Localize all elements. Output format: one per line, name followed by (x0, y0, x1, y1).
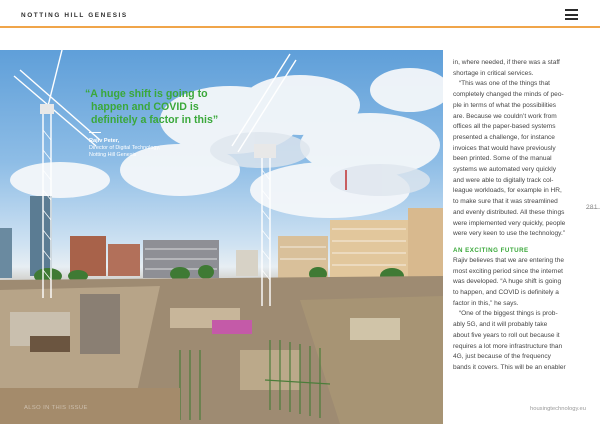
body-line: ably 5G, and it will probably take (453, 321, 548, 329)
attribution-role (89, 145, 199, 159)
body-line: league workloads, for example in HR, (453, 187, 562, 195)
body-line: systems we automated very quickly (453, 166, 556, 174)
body-paragraph (453, 256, 579, 310)
photo-footer-text: ALSO IN THIS ISSUE (24, 405, 88, 411)
site-url[interactable]: housingtechnology.eu (530, 406, 586, 412)
body-line: was developed. “A huge shift is going (453, 278, 562, 286)
body-line: to happen, and COVID is definitely a (453, 289, 559, 297)
article-body (453, 58, 579, 374)
body-line: been printed. Some of the manual (453, 155, 552, 163)
attribution-role-line: Director of Digital Technology, (89, 145, 161, 151)
body-line: shortage in critical services. (453, 69, 534, 77)
body-line: most exciting period since the internet (453, 267, 563, 275)
brand-logo-text[interactable]: NOTTING HILL GENESIS (21, 12, 128, 19)
pull-quote-line: happen and COVID is (91, 101, 199, 114)
body-line: and evenly distributed. All these things (453, 208, 565, 216)
body-line: were very keen to use the technology.” (453, 230, 565, 238)
body-paragraph (453, 79, 579, 240)
body-paragraph (453, 309, 579, 373)
body-line: “One of the biggest things is prob- (459, 310, 558, 318)
body-line: are. Because we couldn’t work from (453, 112, 557, 120)
body-line: and were able to digitally track col- (453, 176, 554, 184)
body-line: requires a lot more infrastructure than (453, 342, 563, 350)
hamburger-menu-icon[interactable] (565, 9, 578, 20)
construction-site-photo (0, 50, 443, 424)
body-line: bands it covers. This will be an enabler (453, 363, 566, 371)
body-line: were implemented very quickly, people (453, 219, 566, 227)
body-line: 4G, just because of the frequency (453, 353, 551, 361)
body-line: offices all the paper-based systems (453, 123, 556, 131)
body-line: factor in this,” he says. (453, 299, 519, 307)
body-line: ple in terms of what the possibilities (453, 101, 556, 109)
body-line: invoices that would have previously (453, 144, 556, 152)
body-line: to make sure that it was streamlined (453, 198, 558, 206)
page-number-right: 281 (586, 204, 598, 211)
body-line: completely changed the minds of peo- (453, 91, 564, 99)
body-line: about five years to roll out because it (453, 331, 560, 339)
body-line: presented a challenge, for instance (453, 133, 555, 141)
body-paragraph (453, 58, 579, 79)
attribution-name: Rajiv Peter, (89, 138, 120, 144)
attribution-divider (89, 132, 101, 133)
pull-quote-line: definitely a factor in this” (91, 114, 219, 127)
pull-quote (85, 88, 295, 128)
section-heading: AN EXCITING FUTURE (453, 246, 529, 254)
attribution-role-line: Notting Hill Genesis (89, 152, 137, 159)
body-line: “This was one of the things that (459, 80, 550, 88)
body-line: Rajiv believes that we are entering the (453, 256, 564, 264)
site-header (0, 0, 600, 28)
body-line: in, where needed, if there was a staff (453, 59, 560, 66)
pull-quote-line: “A huge shift is going to (85, 88, 208, 100)
